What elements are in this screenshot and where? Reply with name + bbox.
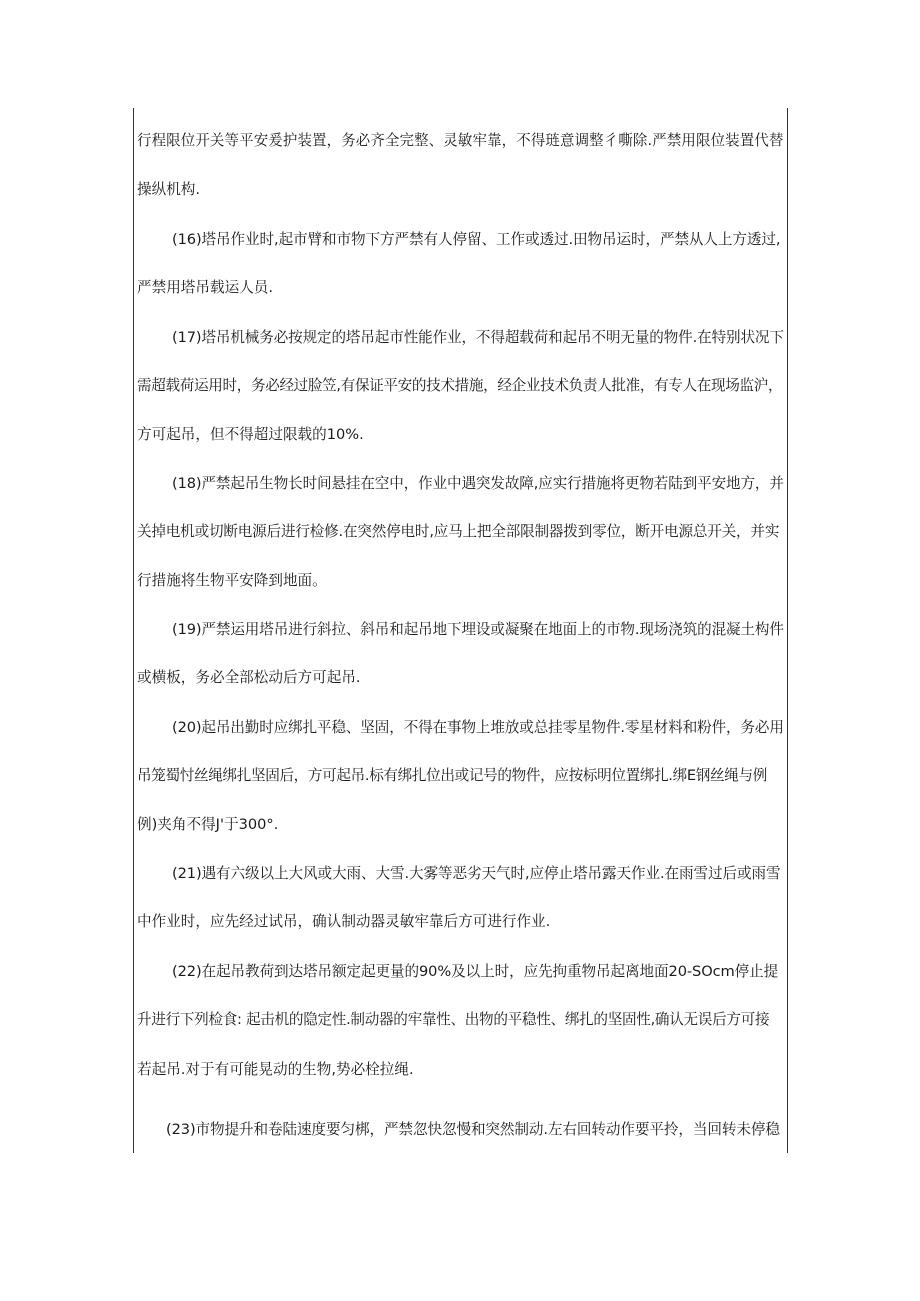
text-line: 行程限位开关等平安爰护装置，务必齐全完整、灵敏牢靠，不得琏意调整彳嘶除.严禁用限位装置代替 <box>137 132 784 149</box>
text-line: 吊笼蜀忖丝绳绑扎坚固后，方可起吊.标有绑扎位出或记号的物件，应按标明位置绑扎.绑E钢丝绳与例 <box>137 767 767 784</box>
text-line: (16)塔吊作业时,起市臂和市物下方严禁有人停留、工作或透过.田物吊运时，严禁从人上方透过, <box>172 231 781 248</box>
text-line: 严禁用塔吊载运人员. <box>137 279 273 296</box>
text-line: 中作业时，应先经过试吊，确认制动器灵敏牢靠后方可进行作业. <box>137 913 551 930</box>
text-line: (21)遇有六级以上大风或大雨、大雪.大雾等恶劣天气时,应停止塔吊露天作业.在雨雪过后或雨雪 <box>172 865 781 882</box>
text-line: 例)夹角不得J'于300°. <box>137 816 279 833</box>
left-border-line <box>133 108 134 1153</box>
text-line: 若起吊.对于有可能晃动的生物,势必栓拉绳. <box>137 1061 414 1078</box>
right-border-line <box>787 108 788 1153</box>
text-line: (19)严禁运用塔吊进行斜拉、斜吊和起吊地下埋设或凝聚在地面上的市物.现场浇筑的混凝土构件 <box>172 621 784 638</box>
text-line: (18)严禁起吊生物长时间悬挂在空中，作业中遇突发故障,应实行措施将更物若陆到平安地方，并 <box>172 475 784 492</box>
text-line: 或横板，务必全部松动后方可起吊. <box>137 669 361 686</box>
text-line: (23)市物提升和卷陆速度要匀梆，严禁忽快忽慢和突然制动.左右回转动作要平拎，当回转未停稳 <box>166 1121 780 1138</box>
text-line: 关掉电机或切断电源后进行检修.在突然停电时,应马上把全部限制器拨到零位，断开电源总开关，并实 <box>137 523 780 540</box>
text-line: (20)起吊出勤时应绑扎平稳、坚固，不得在事物上堆放或总挂零星物件.零星材料和粉件，务必用 <box>172 719 784 736</box>
text-line: 操纵机构. <box>137 181 201 198</box>
text-line: 方可起吊，但不得超过限载的10%. <box>137 426 364 443</box>
text-line: (17)塔吊机械务必按规定的塔吊起市性能作业，不得超载荷和起吊不明无量的物件.在特别状况下 <box>172 329 784 346</box>
text-line: 升进行下列检食: 起击机的隐定性.制动器的牢靠性、出物的平稳性、绑扎的坚固性,确认无误后方可接 <box>137 1011 770 1028</box>
text-line: 行措施将生物平安降到地面。 <box>137 572 327 589</box>
text-line: (22)在起吊教荷到达塔吊额定起更量的90%及以上时，应先拘重物吊起离地面20-SOcm停止提 <box>172 963 779 980</box>
text-line: 需超载荷运用时，务必经过脸笠,有保证平安的技术措施，经企业技术负责人批准，有专人在现场监沪， <box>137 377 783 394</box>
